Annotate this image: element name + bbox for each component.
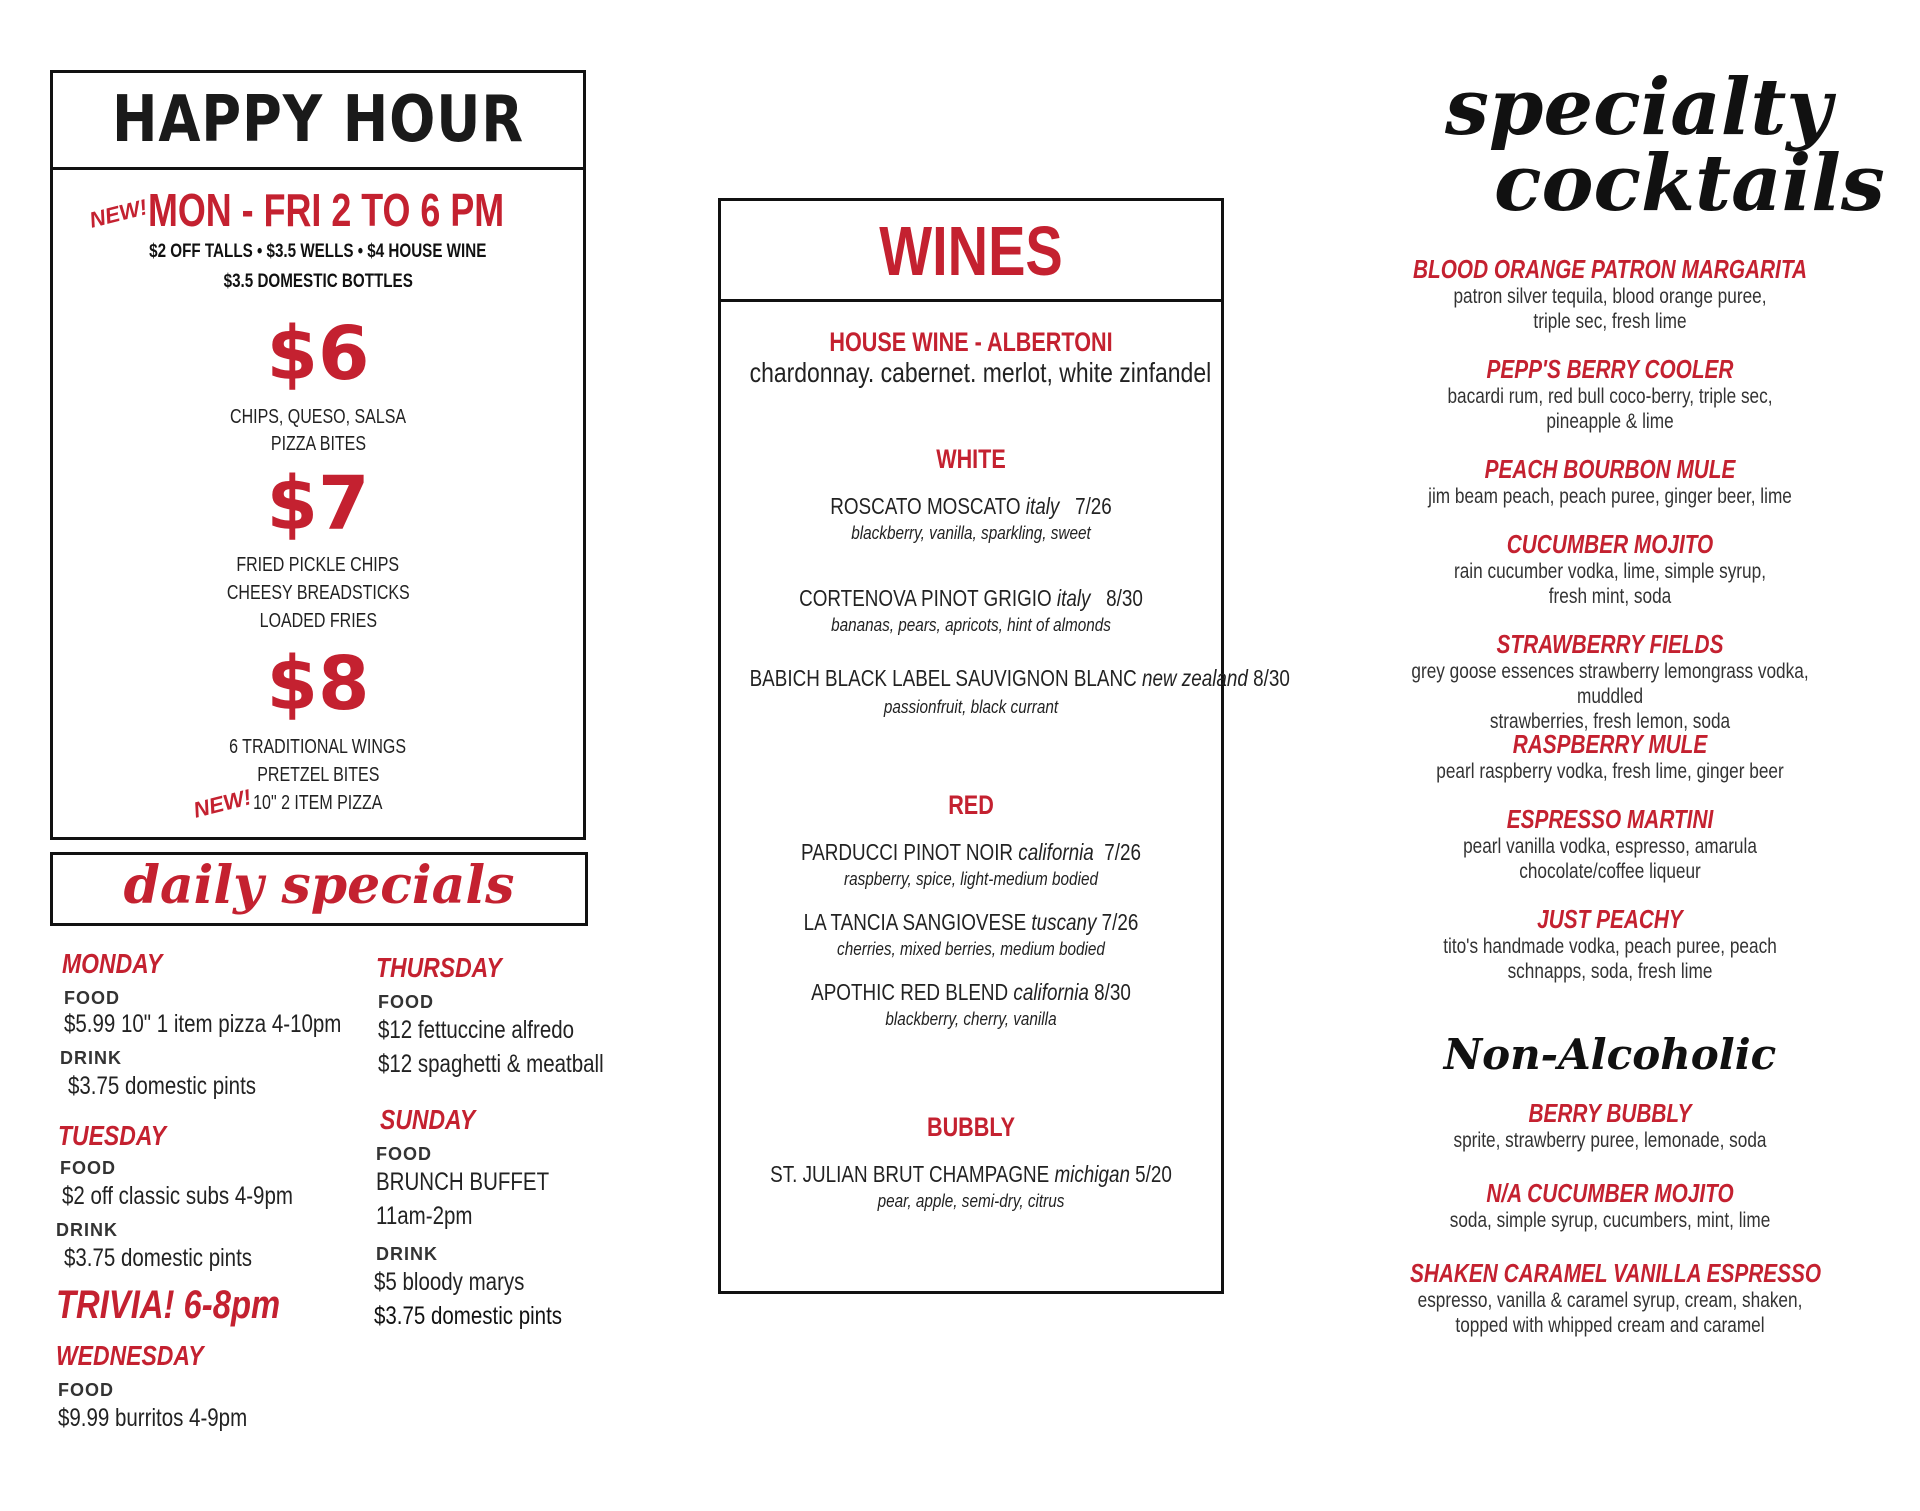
mocktail-name: BERRY BUBBLY [1528,1098,1692,1128]
cocktail-name: PEACH BOURBON MULE [1484,454,1736,484]
mocktail-description: soda, simple syrup, cucumbers, mint, lime [1449,1209,1771,1232]
wine-description: blackberry, cherry, vanilla [885,1009,1057,1029]
wines-title: WINES [879,212,1063,290]
wine-name: ST. JULIAN BRUT CHAMPAGNE michigan 5/20 [770,1161,1172,1187]
cocktails-title: cocktails [1494,138,1885,229]
menu-item: LOADED FRIES [259,610,377,632]
wine-description: pear, apple, semi-dry, citrus [877,1191,1065,1211]
cocktail-name: STRAWBERRY FIELDS [1496,629,1724,659]
menu-item: 10" 2 ITEM PIZZA [253,792,383,814]
special-item: $9.99 burritos 4-9pm [58,1404,248,1432]
cocktail-name: JUST PEACHY [1537,904,1683,934]
drink-label: DRINK [56,1220,118,1240]
special-item: $3.75 domestic pints [64,1244,253,1272]
trivia-banner: TRIVIA! 6-8pm [56,1283,281,1327]
happy-hour-header [53,73,583,170]
food-label: FOOD [60,1158,116,1178]
special-item: BRUNCH BUFFET [376,1168,550,1196]
food-label: FOOD [376,1144,432,1164]
cocktail-description: pearl vanilla vodka, espresso, amarula chocolate/coffee liqueur [1463,835,1757,883]
wine-description: bananas, pears, apricots, hint of almonds [831,615,1111,635]
wine-name: CORTENOVA PINOT GRIGIO italy 8/30 [799,585,1143,611]
cocktail-description: pearl raspberry vodka, fresh lime, ginger beer [1436,760,1784,783]
menu-item: CHIPS, QUESO, SALSA [229,406,407,428]
special-item: $12 spaghetti & meatball [378,1050,604,1078]
white-section-label: WHITE [936,444,1006,474]
cocktail-name: BLOOD ORANGE PATRON MARGARITA [1412,254,1808,284]
specialty-title: specialty [1445,62,1832,153]
wines-panel [718,198,1290,1294]
daily-specials-title: daily specials [123,855,515,916]
special-item: $3.75 domestic pints [68,1072,257,1100]
food-label: FOOD [58,1380,114,1400]
wine-name: ROSCATO MOSCATO italy 7/26 [830,493,1112,519]
cocktail-description: jim beam peach, peach puree, ginger beer, lime [1428,485,1792,508]
cocktail-description: bacardi rum, red bull coco-berry, triple sec, pineapple & lime [1447,385,1773,433]
wine-description: cherries, mixed berries, medium bodied [837,939,1105,959]
red-section-label: RED [948,790,994,820]
wine-name: BABICH BLACK LABEL SAUVIGNON BLANC new zealand 8/30 [749,665,1290,691]
mocktail-name: SHAKEN CARAMEL VANILLA ESPRESSO [1410,1258,1822,1288]
special-item: $5.99 10" 1 item pizza 4-10pm [64,1010,342,1038]
food-label: FOOD [64,988,120,1008]
wine-description: passionfruit, black currant [883,697,1059,717]
cocktail-description: tito's handmade vodka, peach puree, peach schnapps, soda, fresh lime [1443,935,1777,983]
price-7: $7 [266,461,370,547]
wine-name: LA TANCIA SANGIOVESE tuscany 7/26 [803,909,1139,935]
day-tuesday: TUESDAY [58,1120,167,1151]
house-wine-label: HOUSE WINE - ALBERTONI [829,327,1113,357]
happy-hour-title: HAPPY HOUR [111,83,525,157]
menu-item: 6 TRADITIONAL WINGS [229,736,407,758]
day-thursday: THURSDAY [376,952,502,983]
happy-hour-drinks-line: $2 OFF TALLS • $3.5 WELLS • $4 HOUSE WINE [149,241,487,262]
menu-item: FRIED PICKLE CHIPS [236,554,400,576]
cocktail-description: rain cucumber vodka, lime, simple syrup, fresh mint, soda [1453,560,1766,608]
special-item: $3.75 domestic pints [374,1302,563,1330]
price-6: $6 [266,311,370,397]
wine-description: blackberry, vanilla, sparkling, sweet [851,523,1091,543]
mocktail-description: espresso, vanilla & caramel syrup, cream, shaken, topped with whipped cream and caramel [1417,1289,1803,1337]
new-tag: NEW! [190,784,254,823]
happy-hour-bottles-line: $3.5 DOMESTIC BOTTLES [223,271,413,292]
mocktail-name: N/A CUCUMBER MOJITO [1486,1178,1734,1208]
happy-hour-days: MON - FRI 2 TO 6 PM [148,184,505,236]
menu-item: PRETZEL BITES [256,764,380,786]
special-item: $12 fettuccine alfredo [378,1016,575,1044]
cocktail-description: grey goose essences strawberry lemongrass vodka, muddled strawberries, fresh lemon, soda [1411,660,1809,733]
menu-item: CHEESY BREADSTICKS [226,582,410,604]
day-wednesday: WEDNESDAY [56,1340,204,1371]
wine-name: APOTHIC RED BLEND california 8/30 [811,979,1131,1005]
price-8: $8 [266,641,370,727]
wine-name: PARDUCCI PINOT NOIR california 7/26 [801,839,1141,865]
bubbly-section-label: BUBBLY [926,1112,1016,1142]
happy-hour-panel [50,70,586,840]
food-label: FOOD [378,992,434,1012]
cocktail-name: CUCUMBER MOJITO [1506,529,1714,559]
day-sunday: SUNDAY [380,1104,476,1135]
drink-label: DRINK [60,1048,122,1068]
house-wine-list: chardonnay. cabernet. merlot, white zinfandel [749,357,1212,388]
daily-specials-header [50,852,588,926]
special-item: $2 off classic subs 4-9pm [62,1182,293,1210]
mocktail-description: sprite, strawberry puree, lemonade, soda [1453,1129,1767,1152]
menu-item: PIZZA BITES [270,433,366,455]
special-item: 11am-2pm [376,1202,473,1230]
non-alcoholic-title: Non-Alcoholic [1443,1030,1777,1079]
cocktail-name: PEPP'S BERRY COOLER [1486,354,1734,384]
day-monday: MONDAY [62,948,163,979]
special-item: $5 bloody marys [374,1268,525,1296]
wines-header [721,201,1221,302]
wine-description: raspberry, spice, light-medium bodied [844,869,1098,889]
new-tag: NEW! [86,194,150,233]
drink-label: DRINK [376,1244,438,1264]
cocktail-description: patron silver tequila, blood orange puree, triple sec, fresh lime [1453,285,1767,333]
cocktail-name: ESPRESSO MARTINI [1506,804,1714,834]
cocktail-name: RASPBERRY MULE [1512,729,1708,759]
